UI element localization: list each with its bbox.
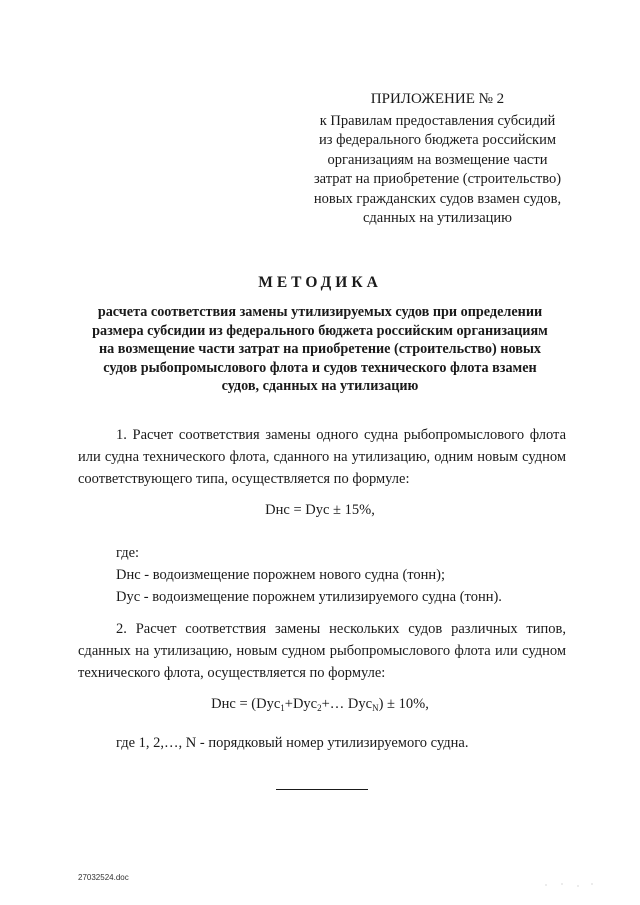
- definition-new-vessel: Dнс - водоизмещение порожнем нового судна (тонн);: [116, 567, 446, 583]
- formula-2-sub-2: 2: [317, 703, 322, 713]
- appendix-line: новых гражданских судов взамен судов,: [313, 190, 562, 207]
- section-2-paragraph: 2. Расчет соответствия замены нескольких судов различных типов, сданных на утилизацию, новым судном рыбопромыслового флота или судном технического флота, осуществляется по формуле:: [78, 621, 566, 681]
- where-label: где:: [116, 545, 140, 561]
- appendix-title: ПРИЛОЖЕНИЕ № 2: [370, 91, 505, 107]
- appendix-line: из федерального бюджета российским: [318, 132, 557, 148]
- subtitle-line: расчета соответствия замены утилизируемых судов при определении: [97, 304, 543, 320]
- section-1-paragraph: 1. Расчет соответствия замены одного судна рыбопромыслового флота или судна технического флота, сданного на утилизацию, одним новым судном соответствующего типа, осуществляется по формуле:: [78, 427, 566, 487]
- formula-2-sub-n: N: [372, 703, 379, 713]
- appendix-header: [300, 90, 575, 229]
- appendix-line: к Правилам предоставления субсидий: [319, 112, 556, 129]
- definitions-block: [116, 542, 576, 608]
- subtitle-line: судов рыбопромыслового флота и судов технического флота взамен: [103, 359, 537, 376]
- subtitle-line: на возмещение части затрат на приобретение (строительство) новых: [98, 341, 542, 358]
- footer-filename: 27032524.doc: [78, 873, 129, 882]
- appendix-line: затрат на приобретение (строительство): [313, 171, 562, 187]
- end-divider: [276, 789, 368, 790]
- subtitle-line: размера субсидии из федерального бюджета российским организациям: [92, 322, 548, 339]
- formula-2-term-2: +Dус: [284, 696, 318, 712]
- document-title: МЕТОДИКА: [258, 274, 382, 291]
- appendix-line: организациям на возмещение части: [327, 151, 548, 168]
- formula-2-lhs: Dнс = (Dус: [211, 696, 281, 712]
- subtitle-line: судов, сданных на утилизацию: [221, 378, 419, 395]
- formula-2-term-n: +… Dус: [321, 696, 373, 712]
- section-2-where: где 1, 2,…, N - порядковый номер утилизируемого судна.: [116, 735, 469, 751]
- formula-2-tail: ) ± 10%,: [378, 696, 429, 712]
- formula-2-sub-1: 1: [280, 703, 285, 713]
- document-subtitle: [70, 303, 570, 396]
- formula-2: [0, 696, 640, 713]
- scan-specks: [540, 880, 600, 890]
- appendix-line: сданных на утилизацию: [362, 210, 513, 226]
- formula-1: Dнс = Dус ± 15%,: [265, 502, 375, 518]
- definition-scrapped-vessel: Dус - водоизмещение порожнем утилизируемого судна (тонн).: [116, 589, 502, 605]
